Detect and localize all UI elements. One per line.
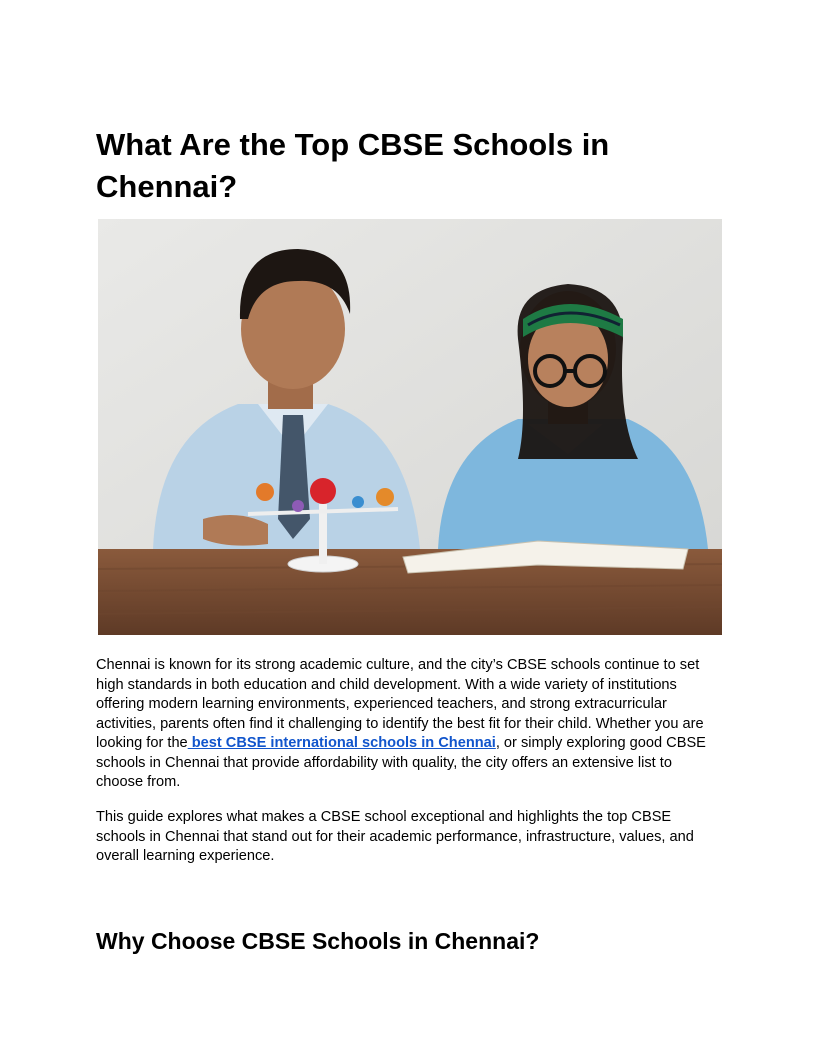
- intro-paragraph: [96, 656, 720, 793]
- intro-text-before-link: Chennai is known for its strong academic culture, and the city’s CBSE schools continue to set high standards in both education and child development. With a wide variety of institutions offering modern learning environments, experienced teachers, and strong extracurricular activities, parents often find it challenging to identify the best fit for their child. Whether you are looking for the: [96, 657, 704, 751]
- cbse-international-schools-link[interactable]: best CBSE international schools in Chennai: [187, 735, 496, 751]
- hero-image: [98, 219, 722, 635]
- section-heading: Why Choose CBSE Schools in Chennai?: [96, 928, 540, 954]
- students-illustration: [98, 219, 722, 635]
- guide-paragraph: This guide explores what makes a CBSE school exceptional and highlights the top CBSE schools in Chennai that stand out for their academic performance, infrastructure, values, and overall learning experience.: [96, 809, 694, 864]
- intro-text-after-link: , or simply exploring good CBSE schools in Chennai that provide affordability with quality, the city offers an extensive list to choose from.: [96, 735, 706, 790]
- page-title: What Are the Top CBSE Schools in Chennai?: [96, 127, 610, 204]
